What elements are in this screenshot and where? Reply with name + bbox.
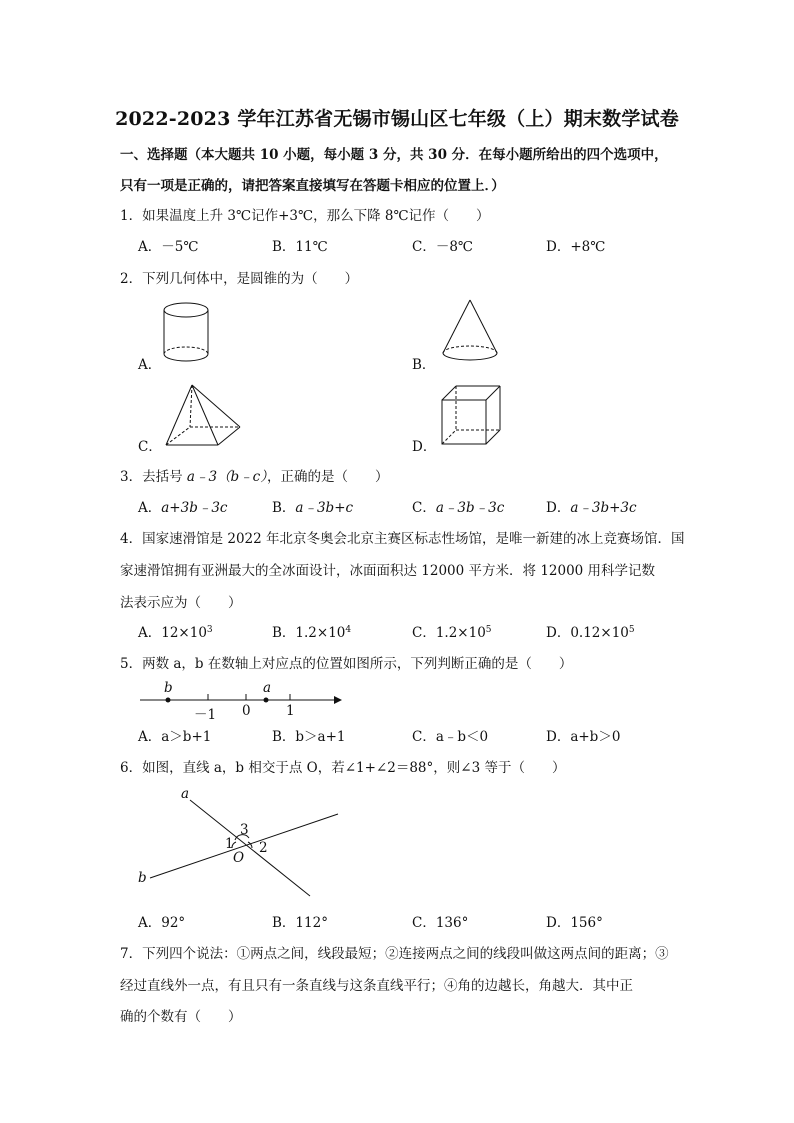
- intersecting-lines-figure: [140, 790, 340, 900]
- line-label-a: a: [181, 786, 190, 802]
- question-4-stem-line-3: 法表示应为（ ）: [120, 595, 242, 611]
- question-1-option-b: B．11℃: [272, 239, 328, 255]
- question-5-option-b: B．b＞a+1: [272, 729, 346, 745]
- question-5-option-a: A．a＞b+1: [138, 729, 212, 745]
- question-2-stem: 2．下列几何体中，是圆锥的为（ ）: [120, 271, 359, 287]
- question-6-stem: 6．如图，直线 a，b 相交于点 O，若∠1+∠2＝88°，则∠3 等于（ ）: [120, 760, 566, 776]
- question-5-stem: 5．两数 a，b 在数轴上对应点的位置如图所示，下列判断正确的是（ ）: [120, 656, 573, 672]
- question-7-stem-line-3: 确的个数有（ ）: [120, 1009, 242, 1025]
- question-7-stem-line-2: 经过直线外一点，有且只有一条直线与这条直线平行；④角的边越长，角越大．其中正: [120, 978, 633, 994]
- question-4-stem-line-2: 家速滑馆拥有亚洲最大的全冰面设计，冰面面积达 12000 平方米．将 12000 用科学记数: [120, 563, 656, 579]
- question-4-option-b: B．$1.2\times 10^4$: [272, 625, 352, 641]
- line-label-b: b: [138, 870, 147, 886]
- question-5-option-d: D．a+b＞0: [546, 729, 621, 745]
- question-6-option-a: A．92°: [138, 915, 186, 931]
- angle-label-1: 1: [225, 836, 234, 852]
- question-1-option-a: A．－5℃: [138, 239, 199, 255]
- angle-label-3: 3: [240, 822, 249, 838]
- question-4-option-c: C．$1.2\times 10^5$: [412, 625, 492, 641]
- question-5-option-c: C．a﹣b＜0: [412, 729, 489, 745]
- question-2-option-c-label: C．: [138, 439, 162, 455]
- question-1-option-d: D．+8℃: [546, 239, 606, 255]
- number-line-tick-0: 0: [242, 703, 251, 719]
- section-instructions-line-1: 一、选择题（本大题共 10 小题，每小题 3 分，共 30 分．在每小题所给出的四个选项中，: [120, 147, 668, 163]
- question-3-stem-expression: a﹣3（b﹣c）: [186, 469, 267, 485]
- question-4-option-a: A．$12\times 10^3$: [138, 625, 213, 641]
- number-line-tick-1: 1: [286, 703, 295, 719]
- question-3-option-d: D．a﹣3b+3c: [546, 500, 637, 516]
- question-4-stem-line-1: 4．国家速滑馆是 2022 年北京冬奥会北京主赛区标志性场馆，是唯一新建的冰上竞赛场馆．国: [120, 531, 685, 547]
- number-line-label-a: a: [263, 680, 272, 696]
- question-3-stem-suffix: ，正确的是（ ）: [266, 469, 389, 485]
- number-line-tick-minus-1: －1: [194, 707, 217, 723]
- question-6-option-d: D．156°: [546, 915, 603, 931]
- question-6-option-c: C．136°: [412, 915, 469, 931]
- question-6-option-b: B．112°: [272, 915, 328, 931]
- question-3-stem-prefix: 3．去括号: [120, 469, 187, 485]
- question-1-option-c: C．－8℃: [412, 239, 474, 255]
- question-4-option-d: D．$0.12\times 10^5$: [546, 625, 635, 641]
- question-2-option-d-label: D．: [412, 439, 437, 455]
- question-1-stem: 1．如果温度上升 3℃记作+3℃，那么下降 8℃记作（ ）: [120, 208, 490, 224]
- question-2-option-a-label: A．: [138, 357, 162, 373]
- section-instructions-line-2: 只有一项是正确的，请把答案直接填写在答题卡相应的位置上．）: [120, 178, 505, 194]
- cone-figure: [440, 298, 500, 364]
- point-label-o: O: [233, 850, 245, 866]
- question-3-option-a: A．a+3b﹣3c: [138, 500, 228, 516]
- angle-label-2: 2: [259, 840, 268, 856]
- question-2-option-b-label: B．: [412, 357, 436, 373]
- pyramid-figure: [162, 383, 244, 449]
- cylinder-figure: [160, 300, 216, 366]
- cube-figure: [440, 384, 502, 446]
- question-3-option-c: C．a﹣3b﹣3c: [412, 500, 505, 516]
- question-7-stem-line-1: 7．下列四个说法：①两点之间，线段最短；②连接两点之间的线段叫做这两点间的距离；③: [120, 946, 669, 962]
- number-line-label-b: b: [164, 680, 173, 696]
- page-title: 2022-2023 学年江苏省无锡市锡山区七年级（上）期末数学试卷: [115, 108, 679, 130]
- question-3-stem: [120, 468, 388, 486]
- question-3-option-b: B．a﹣3b+c: [272, 500, 354, 516]
